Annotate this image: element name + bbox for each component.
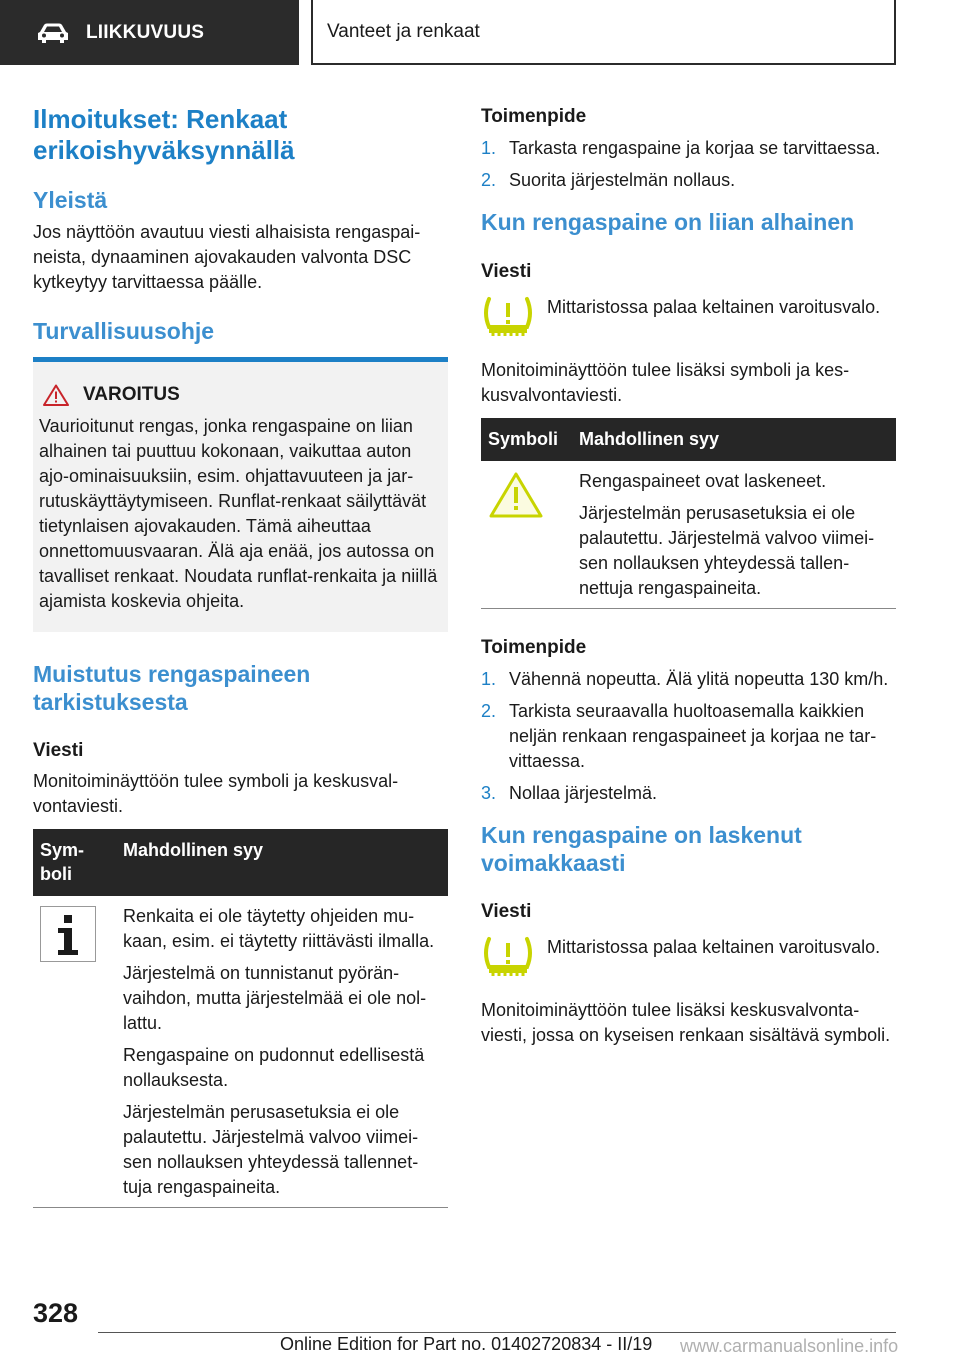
warning-triangle-icon (488, 471, 544, 519)
info-icon (40, 906, 96, 962)
list-item: 3. Nollaa järjestelmä. (481, 783, 658, 803)
cause-text: Järjestelmä on tunnistanut pyöränvaihdon, mutta järjestelmää ei ole nollattu. (123, 963, 427, 1033)
general-heading: Yleistä (33, 187, 108, 213)
warning-triangle-icon (43, 384, 69, 406)
list-item: 1. Vähennä nopeutta. Älä ylitä nopeutta 130 km/h. (481, 669, 889, 689)
list-item: 2. Suorita järjestelmän nollaus. (481, 170, 736, 190)
car-icon (36, 22, 70, 44)
warning-box (33, 362, 448, 632)
section-title: LIIKKUVUUS (86, 21, 205, 43)
action-list (481, 667, 896, 806)
table-row (481, 461, 896, 609)
display-text: Monitoiminäyttöön tulee lisäksi keskusvalvontaviesti, jossa on kyseisen renkaan sisältävä symboli. (481, 1000, 891, 1045)
list-item: 2. Tarkista seuraavalla huoltoasemalla kaikkien neljän renkaan rengaspaineet ja korjaa ne tarvittaessa. (481, 701, 877, 771)
cause-text: Rengaspaine on pudonnut edellisestä nollauksesta. (123, 1045, 425, 1090)
footer-divider (98, 1332, 896, 1333)
reminder-heading: Muistutus rengaspaineen tarkistuksesta (33, 661, 311, 715)
message-label: Viesti (33, 740, 84, 761)
cause-text: Rengaspaineet ovat laskeneet. (579, 471, 827, 491)
indicator-text: Mittaristossa palaa keltainen varoitusvalo. (547, 937, 881, 957)
action-label: Toimenpide (481, 637, 587, 658)
warning-header (43, 384, 438, 406)
tpms-warning-icon (481, 935, 535, 979)
tpms-warning-icon (481, 295, 535, 339)
edition-text: Online Edition for Part no. 01402720834 - II/19 (280, 1334, 653, 1354)
indicator-text: Mittaristossa palaa keltainen varoitusvalo. (547, 297, 881, 317)
left-column (33, 104, 448, 1208)
page-title: Ilmoitukset: Renkaat erikoishyväksynnällä (33, 104, 295, 165)
table-header-symbol: Symboli (33, 829, 116, 896)
message-label: Viesti (481, 901, 532, 922)
section-tab (0, 0, 299, 65)
list-item: 1. Tarkasta rengaspaine ja korjaa se tarvittaessa. (481, 138, 881, 158)
chapter-title: Vanteet ja renkaat (327, 20, 480, 42)
indicator-row (481, 295, 896, 344)
message-text: Monitoiminäyttöön tulee symboli ja keskusvalvontaviesti. (33, 771, 399, 816)
drop-heading: Kun rengaspaine on laskenut voimakkaasti (481, 822, 802, 876)
low-pressure-table (481, 418, 896, 609)
table-header-cause: Mahdollinen syy (116, 829, 448, 896)
display-text: Monitoiminäyttöön tulee lisäksi symboli ja keskusvalvontaviesti. (481, 360, 850, 405)
reminder-table (33, 829, 448, 1208)
table-header-cause: Mahdollinen syy (572, 418, 896, 461)
action-label: Toimenpide (481, 106, 587, 127)
right-column (481, 104, 896, 1048)
message-label: Viesti (481, 261, 532, 282)
chapter-header (311, 0, 896, 65)
table-header-symbol: Symboli (481, 418, 572, 461)
page-number: 328 (33, 1298, 79, 1328)
low-pressure-heading: Kun rengaspaine on liian alhainen (481, 209, 855, 235)
warning-title: VAROITUS (83, 384, 180, 405)
cause-text: Renkaita ei ole täytetty ohjeiden mukaan, esim. ei täytetty riittävästi ilmalla. (123, 906, 435, 951)
table-row (33, 896, 448, 1208)
cause-text: Järjestelmän perusasetuksia ei ole palautettu. Järjestelmä valvoo viimeisen nollauksen yhteydessä tallennettuja rengaspaineita. (579, 503, 875, 598)
watermark[interactable]: www.carmanualsonline.info (680, 1336, 899, 1356)
warning-text: Vaurioitunut rengas, jonka rengaspaine on liian alhainen tai puuttuu kokonaan, vaikuttaa auton ajo-ominaisuuksiin, esim. ohjattavuuteen ja jarrutuskäyttäytymiseen. Runflat-renkaat säilyttävät tietynlaisen ajovakauden. Tämä aiheuttaa onnettomuusvaaran. Älä aja enää, jos autossa on tavalliset renkaat. Noudata runflat-renkaita ja niillä ajamista koskevia ohjeita. (39, 416, 438, 611)
safety-heading: Turvallisuusohje (33, 318, 215, 344)
indicator-row (481, 935, 896, 984)
action-list (481, 136, 896, 193)
general-text: Jos näyttöön avautuu viesti alhaisista rengaspaineista, dynaaminen ajovakauden valvonta DSC kytkeytyy tarvittaessa päälle. (33, 222, 421, 292)
cause-text: Järjestelmän perusasetuksia ei ole palautettu. Järjestelmä valvoo viimeisen nollauksen yhteydessä tallennettuja rengaspaineita. (123, 1102, 419, 1197)
